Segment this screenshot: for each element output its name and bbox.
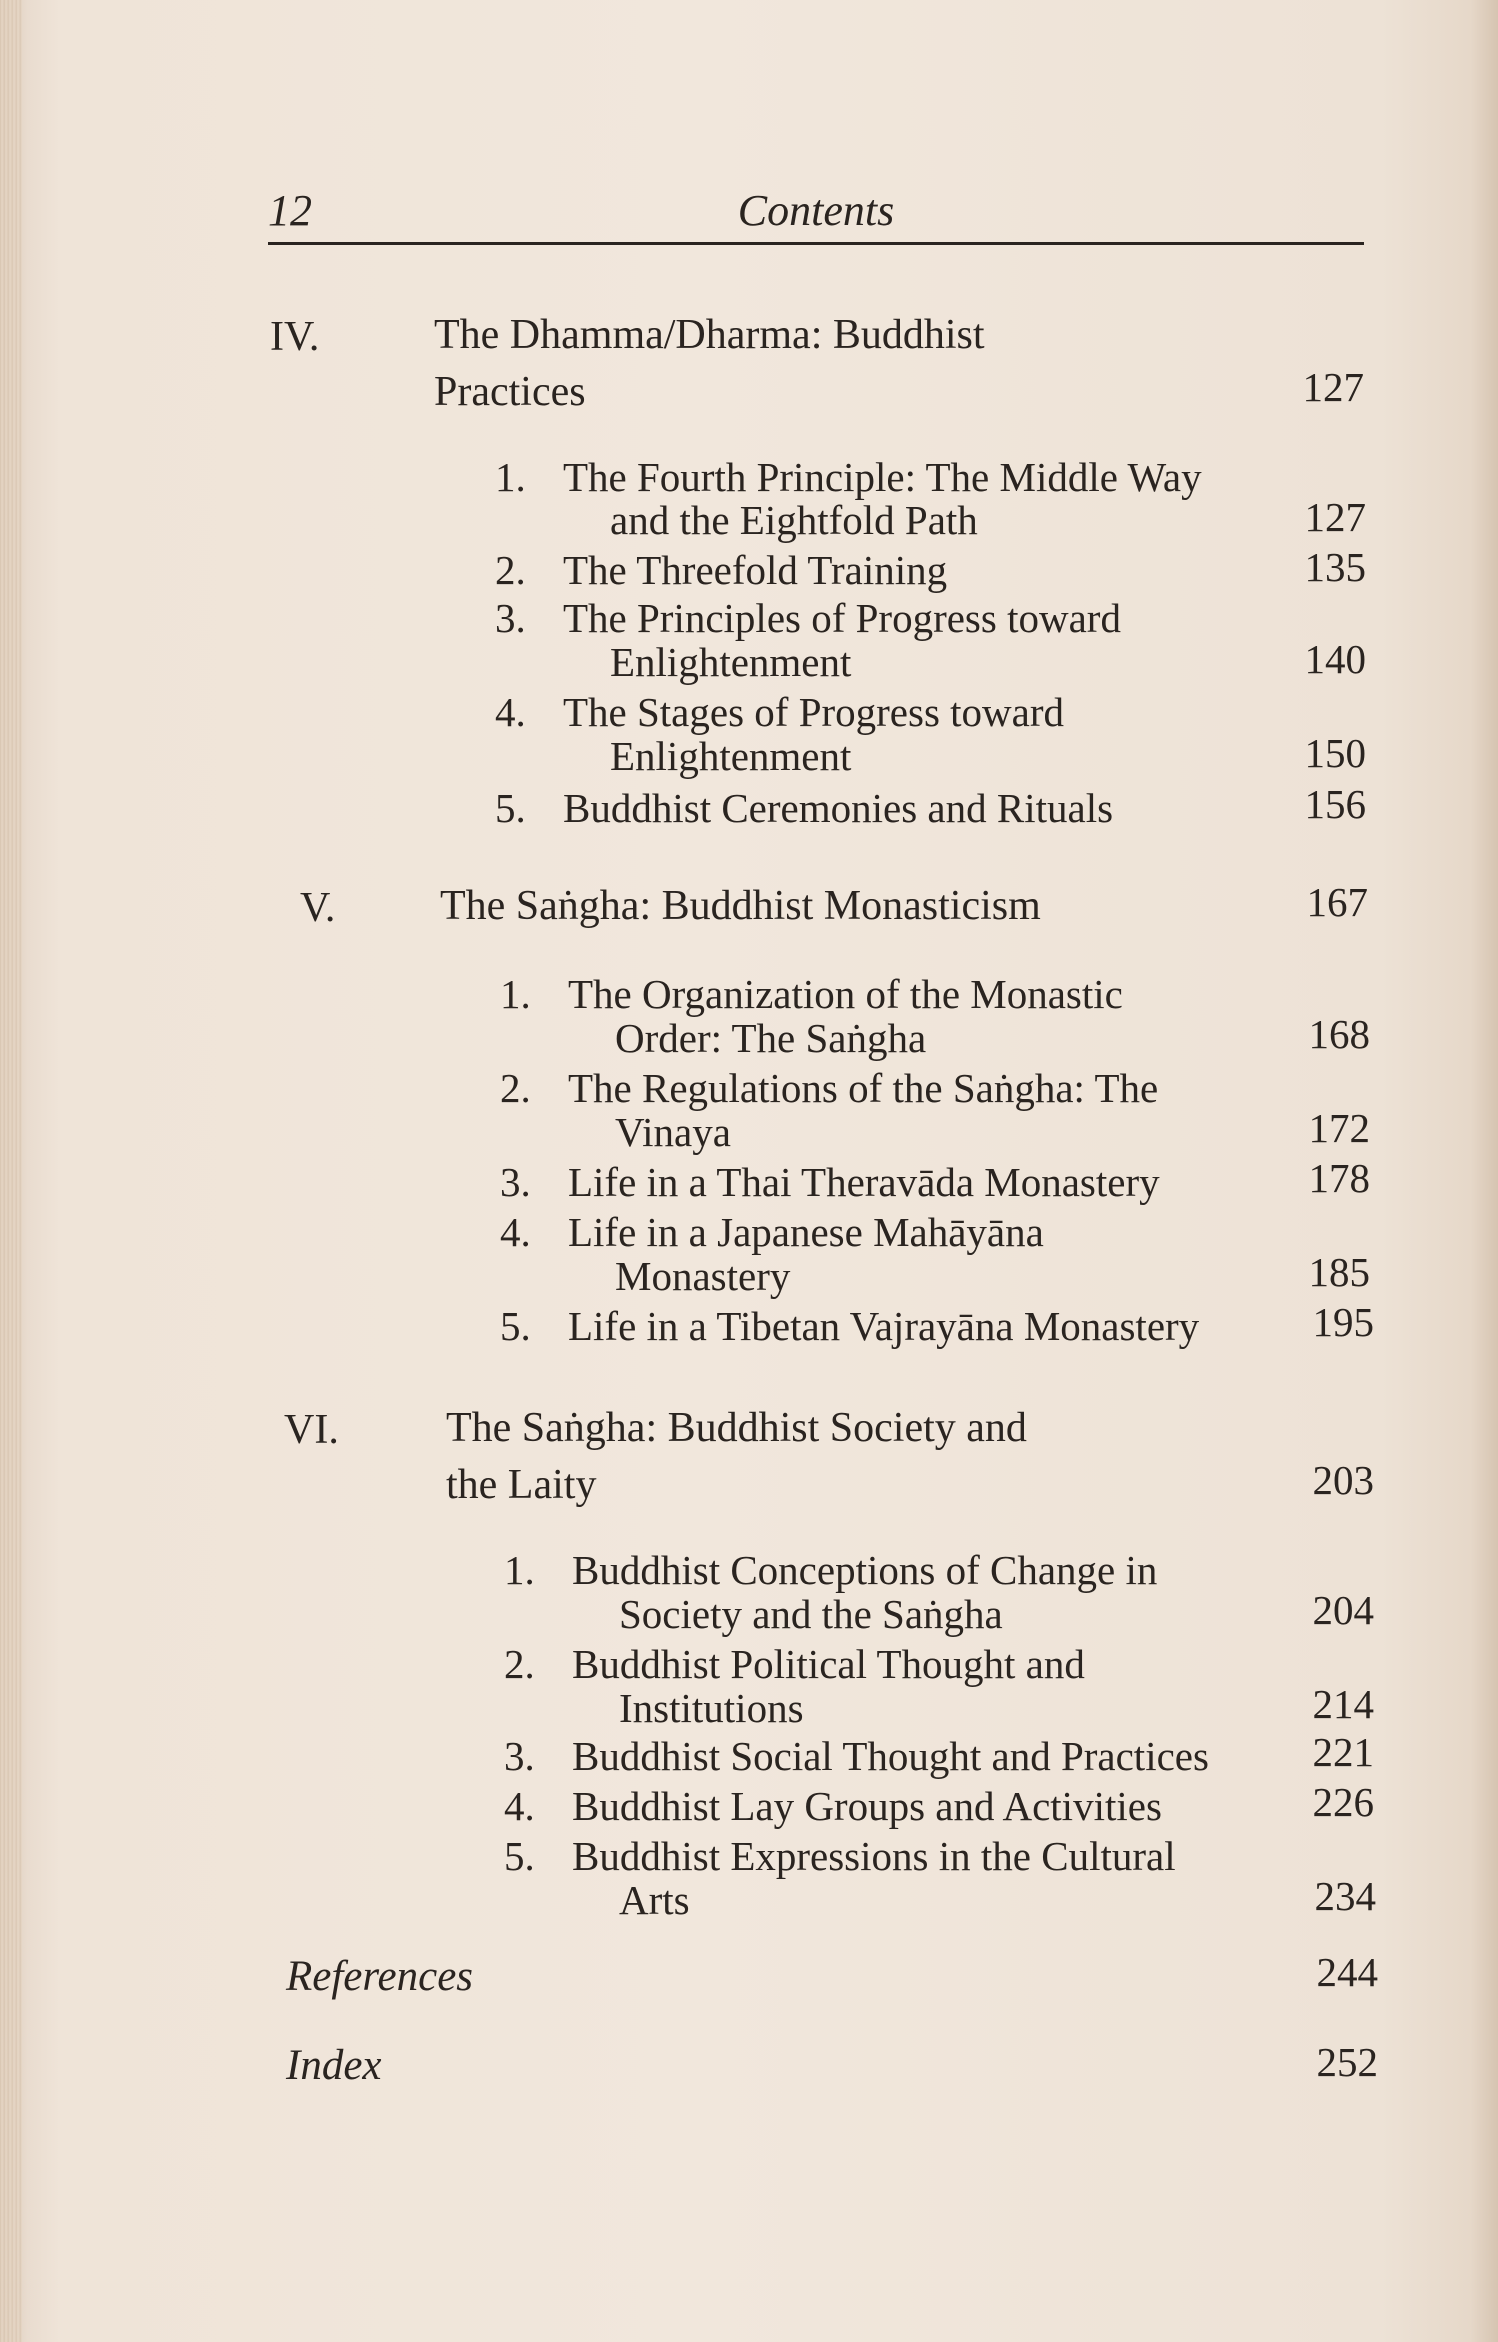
section-number: 2. [504,1641,535,1687]
section-page-number: 221 [1312,1729,1374,1775]
section-number: 5. [500,1303,531,1349]
section-number: 2. [495,547,526,593]
back-matter-index: Index [286,2042,382,2089]
back-matter-page-number: 244 [1316,1949,1378,1995]
section-title-line: and the Eightfold Path [610,497,978,543]
section-title-line: The Organization of the Monastic [568,971,1123,1017]
section-title-line: Life in a Tibetan Vajrayāna Monastery [568,1303,1200,1349]
section-title-line: The Threefold Training [563,547,948,593]
header-rule [268,242,1364,245]
chapter-title-line: The Saṅgha: Buddhist Society and [446,1405,1027,1451]
section-page-number: 135 [1304,544,1366,590]
section-number: 3. [500,1159,531,1205]
section-title-line: The Stages of Progress toward [563,689,1065,735]
section-title-line: Arts [619,1877,690,1923]
section-page-number: 204 [1312,1587,1374,1633]
running-head [268,185,1364,241]
section-title-line: The Regulations of the Saṅgha: The [568,1065,1159,1111]
section-page-number: 127 [1304,494,1366,540]
section-page-number: 150 [1304,730,1366,776]
section-title-line: The Fourth Principle: The Middle Way [563,454,1202,500]
chapter-title-line: Practices [434,369,586,415]
section-number: 5. [495,785,526,831]
section-number: 4. [500,1209,531,1255]
section-number: 1. [500,971,531,1017]
section-number: 4. [495,689,526,735]
section-page-number: 234 [1314,1873,1376,1919]
section-title-line: Order: The Saṅgha [615,1015,927,1061]
section-title-line: Buddhist Political Thought and [572,1641,1085,1687]
section-page-number: 195 [1312,1299,1374,1345]
section-title-line: Buddhist Social Thought and Practices [572,1733,1209,1779]
section-title-line: Buddhist Lay Groups and Activities [572,1783,1162,1829]
chapter-page-number: 167 [1306,879,1368,925]
section-number: 2. [500,1065,531,1111]
page-edge-stack [0,0,22,2342]
section-page-number: 140 [1304,636,1366,682]
section-number: 4. [504,1783,535,1829]
running-title: Contents [737,186,895,235]
chapter-page-number: 203 [1312,1457,1374,1503]
section-title-line: Buddhist Ceremonies and Rituals [563,785,1114,831]
section-title-line: Buddhist Conceptions of Change in [572,1547,1158,1593]
section-number: 5. [504,1833,535,1879]
chapter-title-line: The Dhamma/Dharma: Buddhist [434,312,985,358]
back-matter-page-number: 252 [1316,2039,1378,2085]
chapter-title-line: The Saṅgha: Buddhist Monasticism [440,883,1041,929]
section-page-number: 156 [1304,781,1366,827]
section-title-line: The Principles of Progress toward [563,595,1121,641]
section-page-number: 172 [1308,1105,1370,1151]
section-page-number: 185 [1308,1249,1370,1295]
chapter-label: IV. [270,314,320,360]
section-title-line: Life in a Japanese Mahāyāna [568,1209,1044,1255]
section-number: 1. [504,1547,535,1593]
section-title-line: Buddhist Expressions in the Cultural [572,1833,1176,1879]
page-number: 12 [268,186,312,235]
chapter-page-number: 127 [1302,364,1364,410]
section-page-number: 178 [1308,1155,1370,1201]
section-page-number: 168 [1308,1011,1370,1057]
chapter-label: V. [300,885,336,931]
back-matter-references: References [286,1953,474,2000]
section-page-number: 214 [1312,1681,1374,1727]
section-title-line: Life in a Thai Theravāda Monastery [568,1159,1160,1205]
chapter-label: VI. [284,1407,339,1453]
section-title-line: Society and the Saṅgha [619,1591,1003,1637]
section-title-line: Vinaya [615,1109,731,1155]
section-number: 3. [495,595,526,641]
section-title-line: Enlightenment [610,733,852,779]
section-page-number: 226 [1312,1779,1374,1825]
section-title-line: Institutions [619,1685,804,1731]
section-title-line: Monastery [615,1253,791,1299]
section-number: 1. [495,454,526,500]
section-number: 3. [504,1733,535,1779]
section-title-line: Enlightenment [610,639,852,685]
chapter-title-line: the Laity [446,1462,597,1508]
